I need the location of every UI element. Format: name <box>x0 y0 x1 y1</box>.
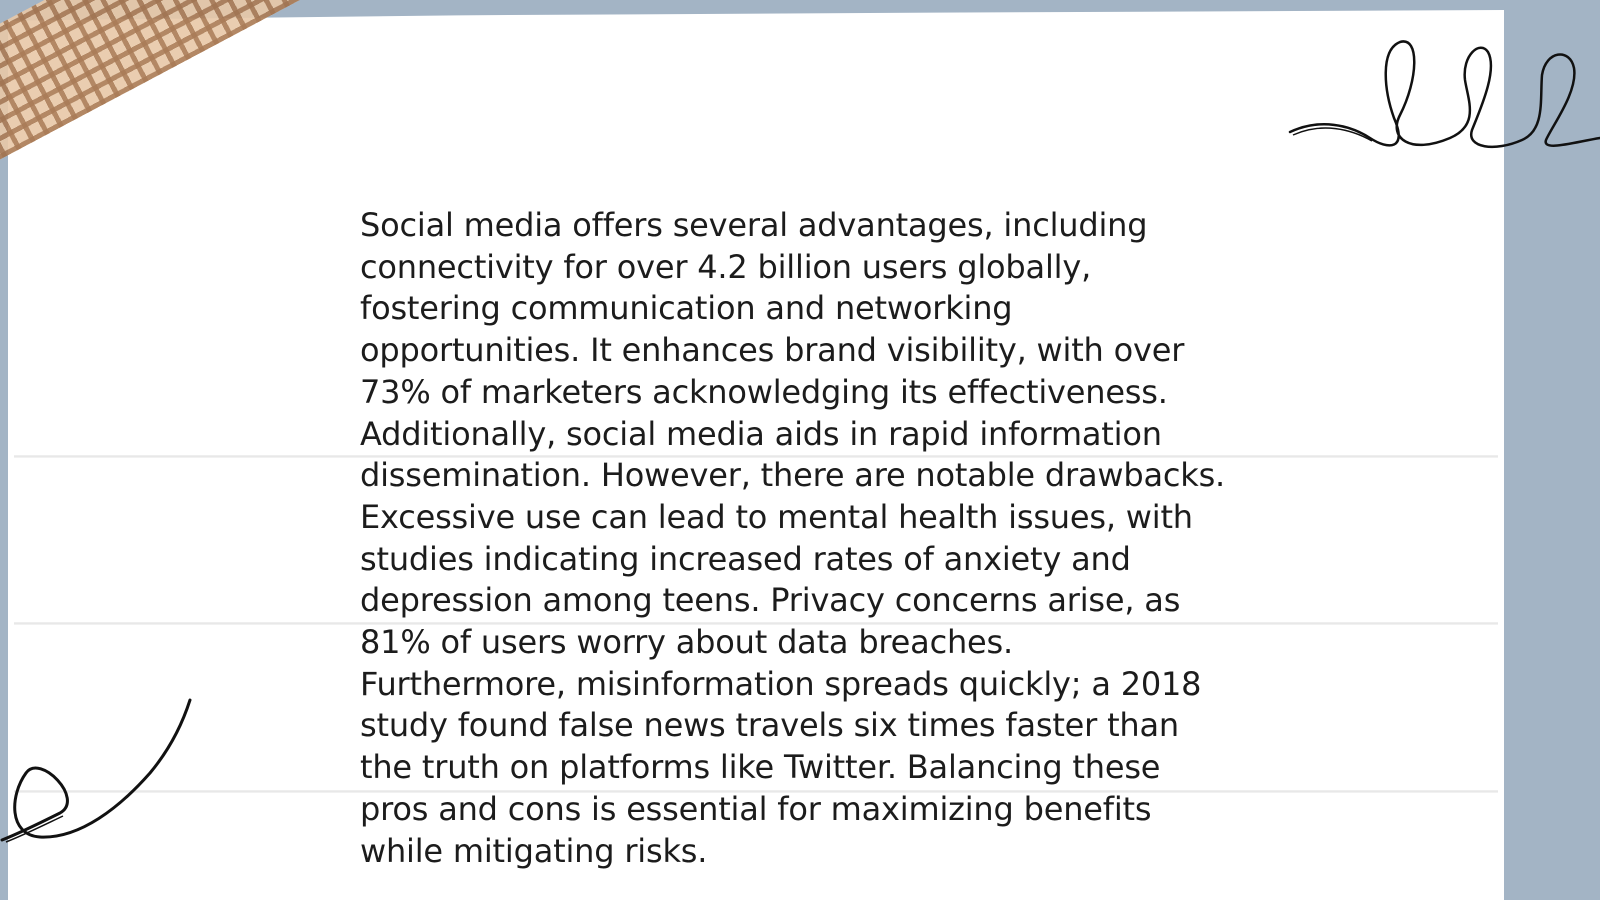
swirl-stroke-icon <box>0 695 200 845</box>
loop-scribble-icon <box>1290 30 1600 160</box>
slide-body-text: Social media offers several advantages, including connectivity for over 4.2 billion users globally, fostering communication and networking opportunities. It enhances brand visibility, with over 73% of marketers acknowledging its effectiveness. Additionally, social media aids in rapid information dissemination. However, there are notable drawbacks. Excessive use can lead to mental health issues, with studies indicating increased rates of anxiety and depression among teens. Privacy concerns arise, as 81% of users worry about data breaches. Furthermore, misinformation spreads quickly; a 2018 study found false news travels six times faster than the truth on platforms like Twitter. Balancing these pros and cons is essential for maximizing benefits while mitigating risks. <box>360 206 1226 870</box>
